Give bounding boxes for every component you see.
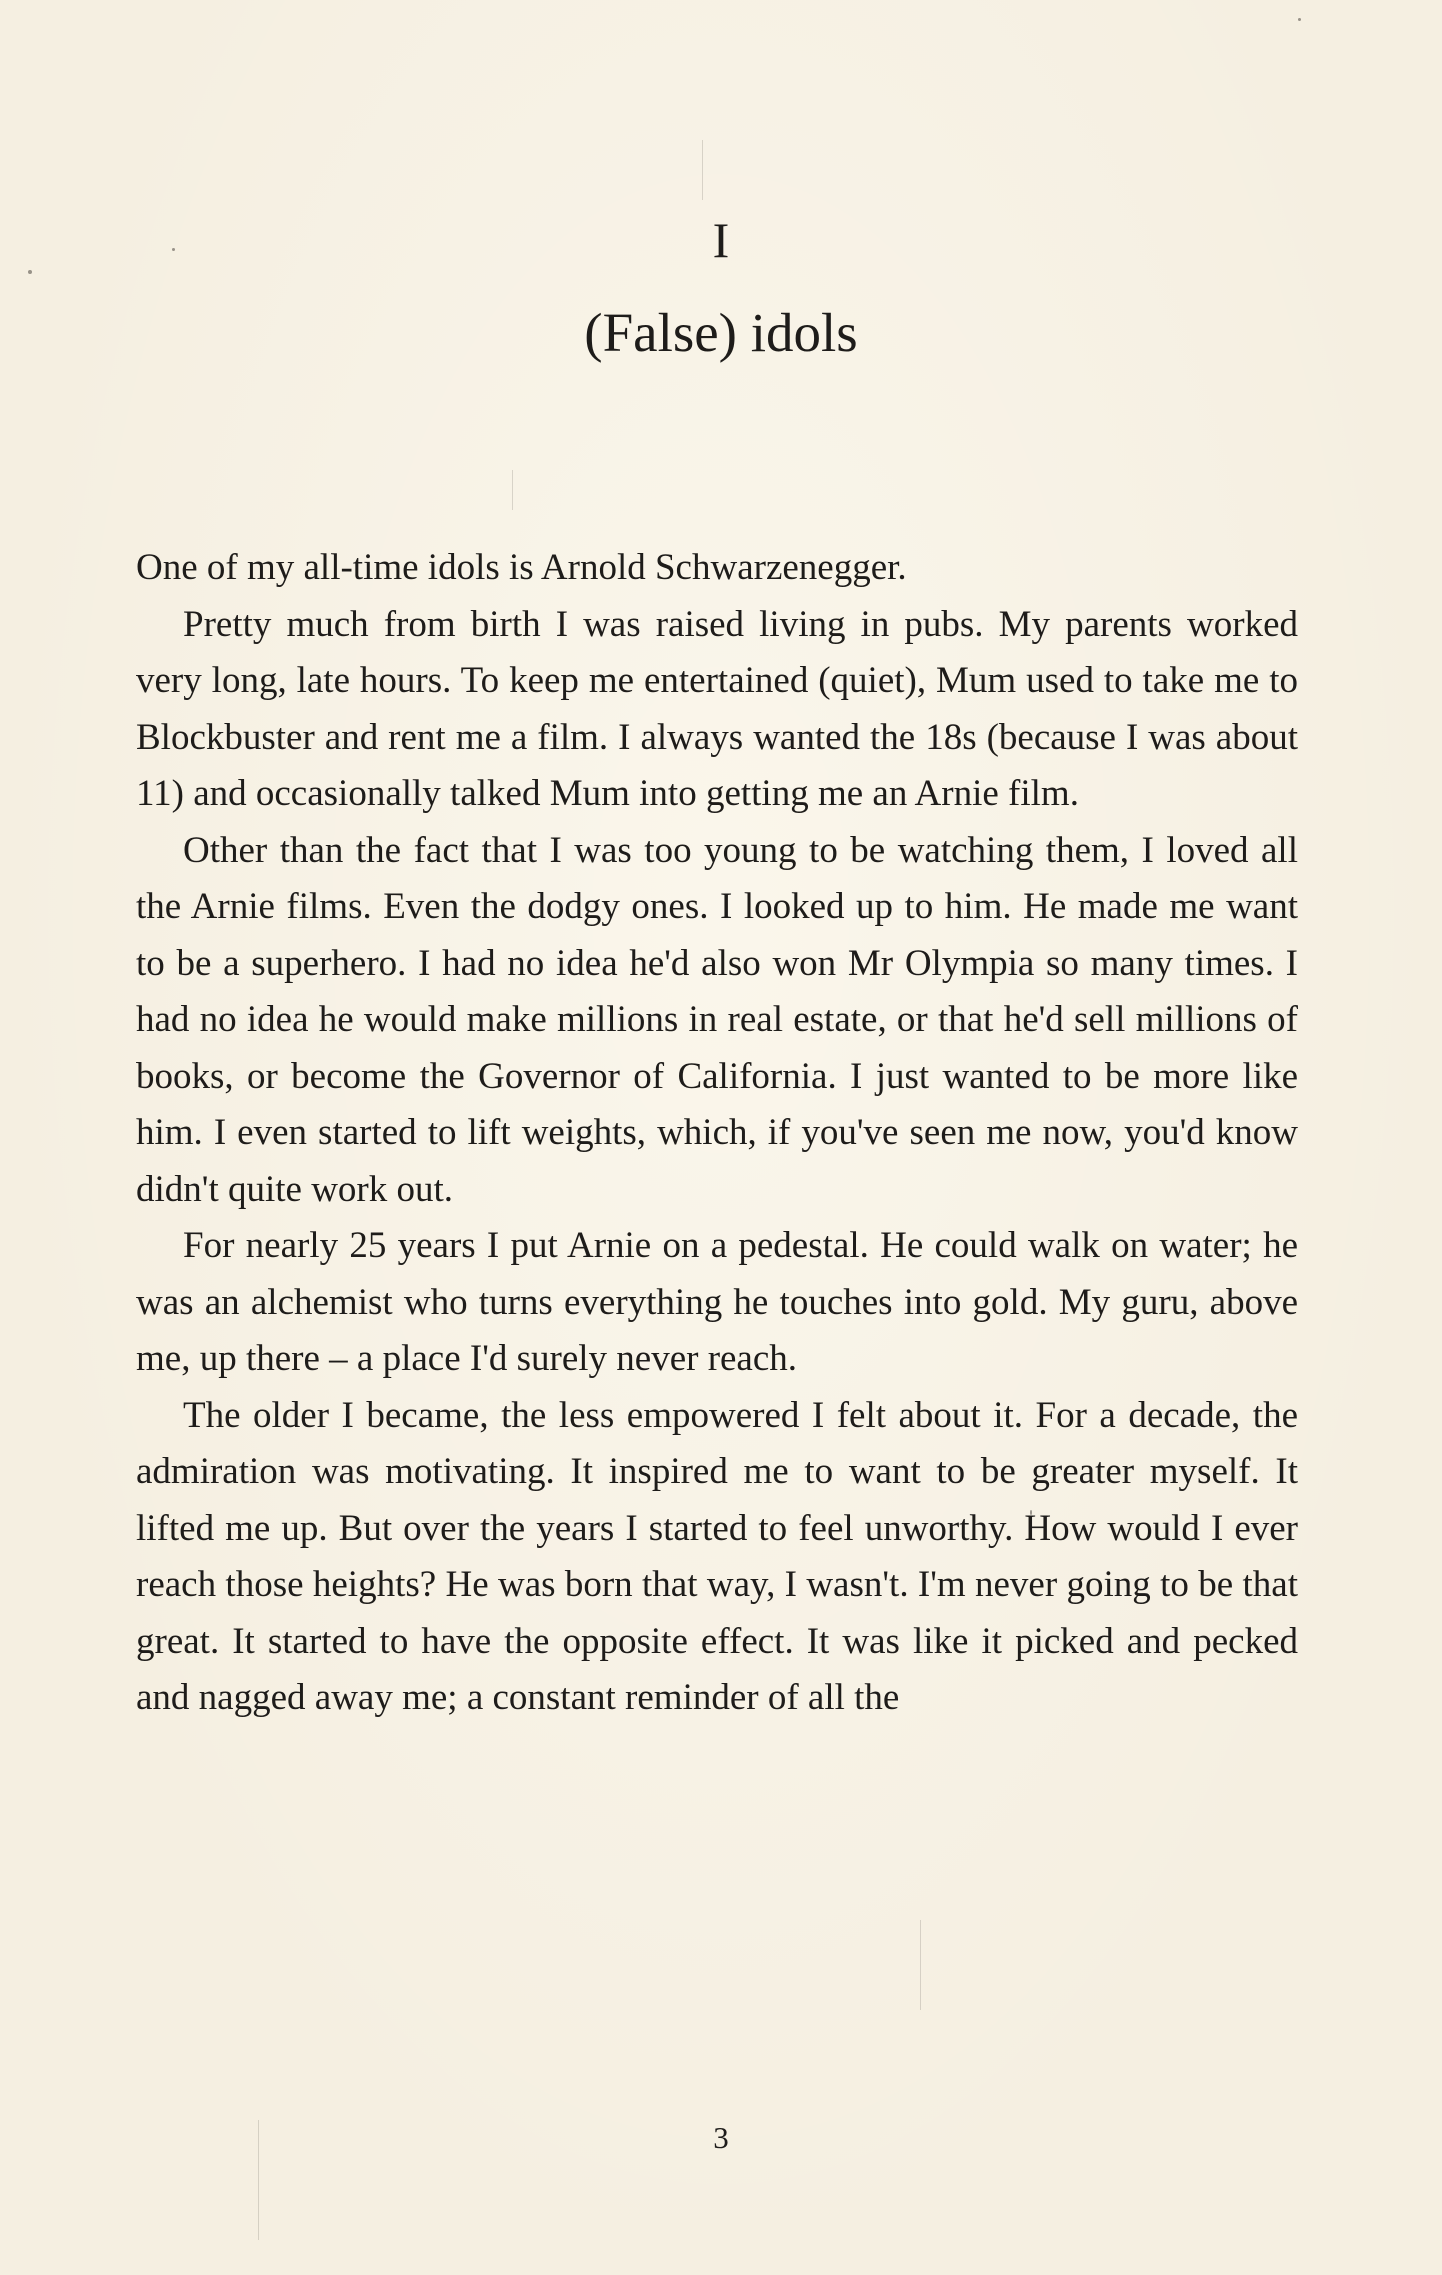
paragraph-2: Pretty much from birth I was raised living in pubs. My parents worked very long, late hours. To keep me entertained (quiet), Mum used to take me to Blockbuster and rent me a film. I always wanted the 18s (because I was about 11) and occasionally talked Mum into getting me an Arnie film. [136,603,1298,814]
paragraph-1: One of my all-time idols is Arnold Schwarzenegger. [136,547,907,588]
chapter-number: I [712,212,730,268]
paragraph-4: For nearly 25 years I put Arnie on a pedestal. He could walk on water; he was an alchemist who turns everything he touches into gold. My guru, above me, up there – a place I'd surely never reach. [136,1225,1298,1379]
paragraph-5: The older I became, the less empowered I felt about it. For a decade, the admiration was motivating. It inspired me to want to be greater myself. It lifted me up. But over the years I started to feel unworthy. How would I ever reach those heights? He was born that way, I wasn't. I'm never going to be that great. It started to have the opposite effect. It was like it picked and pecked and nagged away me; a constant reminder of all the [136,1394,1298,1718]
chapter-title: (False) idols [584,302,858,363]
body-text [136,540,1298,1727]
paper-scratch [920,1920,921,2010]
paper-scratch [702,140,703,200]
paper-scratch [512,470,513,510]
page-number: 3 [713,2120,729,2155]
paper-speck [1298,18,1301,21]
paper-speck [28,270,32,274]
paragraph-3: Other than the fact that I was too young to be watching them, I loved all the Arnie films. Even the dodgy ones. I looked up to him. He made me want to be a superhero. I had no idea he'd also won Mr Olympia so many times. I had no idea he would make millions in real estate, or that he'd sell millions of books, or become the Governor of California. I just wanted to be more like him. I even started to lift weights, which, if you've seen me now, you'd know didn't quite work out. [136,829,1298,1210]
